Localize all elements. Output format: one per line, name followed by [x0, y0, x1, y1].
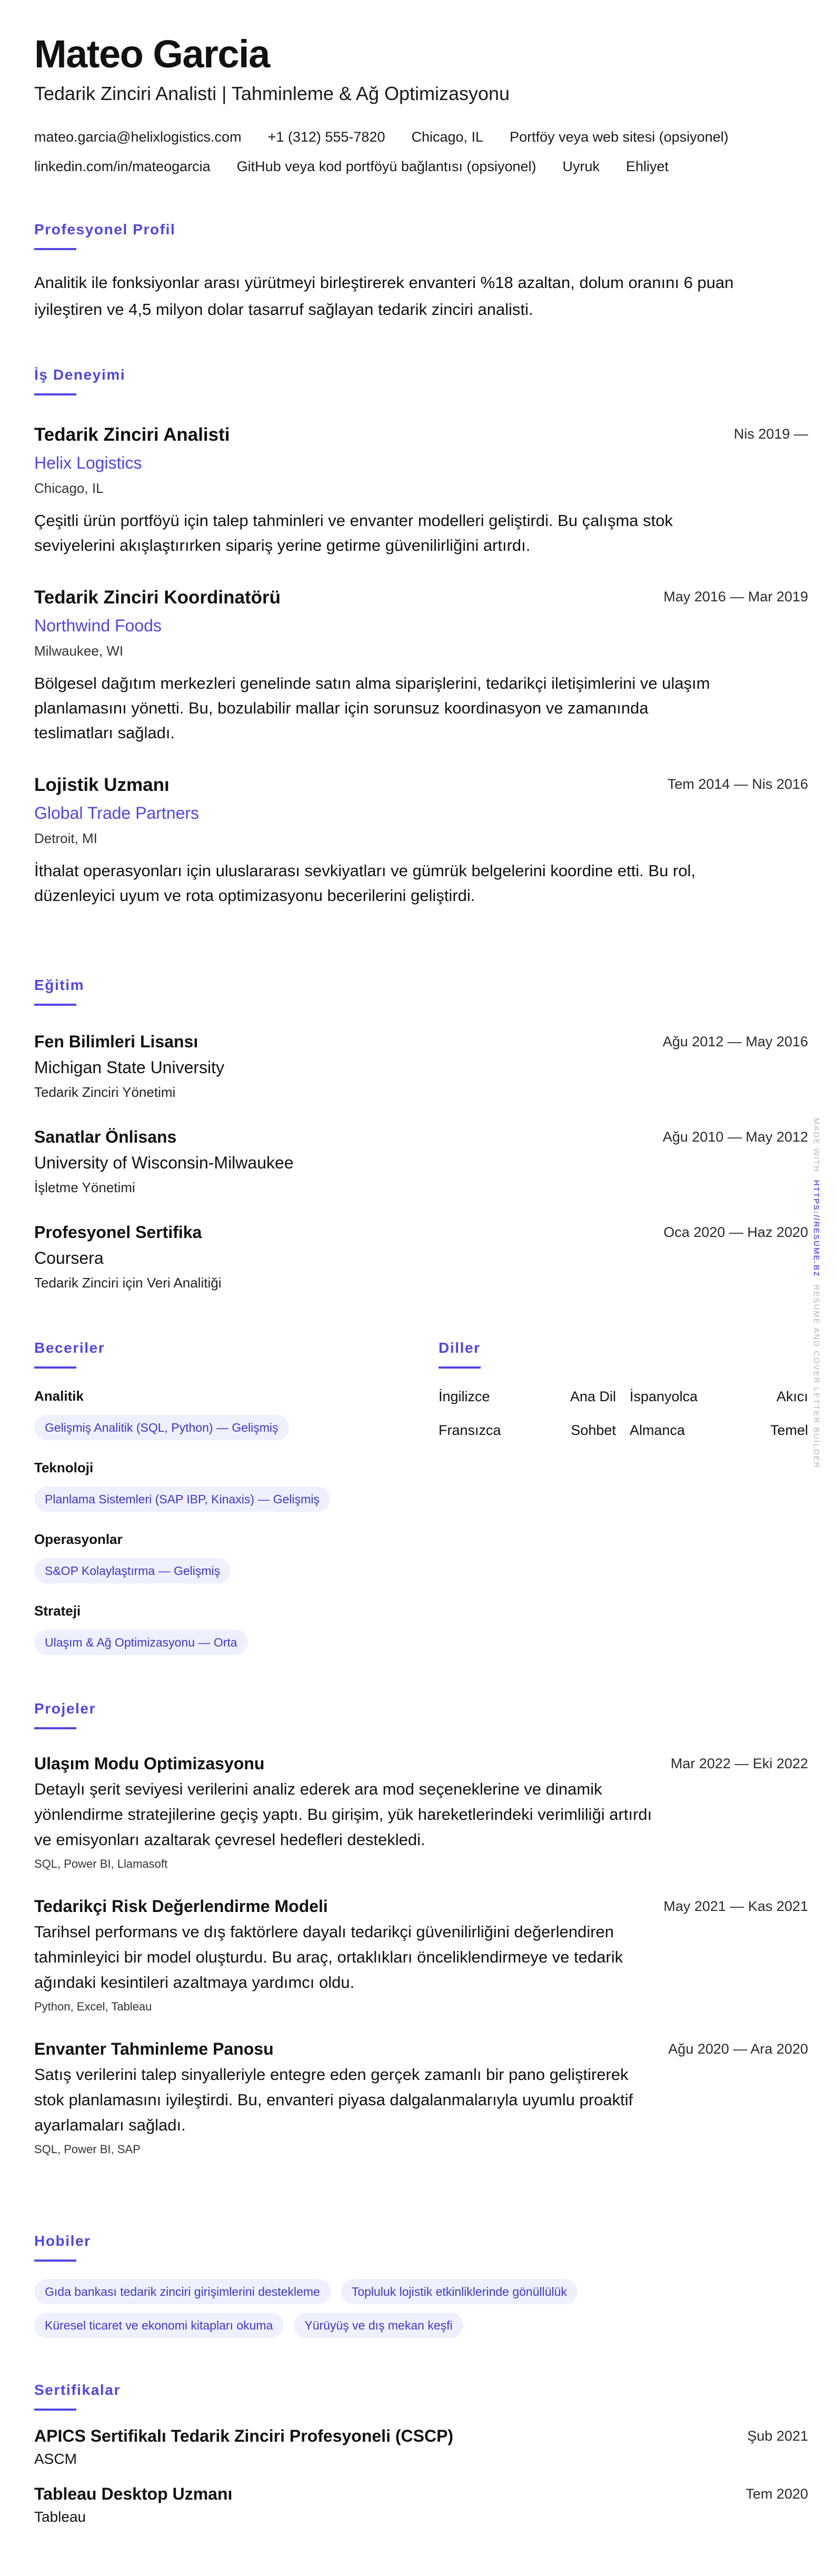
job-dates: Nis 2019 —: [733, 426, 808, 442]
contact-github[interactable]: GitHub veya kod portföyü bağlantısı (opsiyonel): [236, 158, 536, 174]
experience-header: [34, 423, 808, 447]
watermark-link[interactable]: HTTPS://RESUME.BZ: [812, 1180, 821, 1277]
certifications-section: [34, 2381, 808, 2527]
certification-item: [34, 2425, 808, 2469]
language-level: Ana Dil: [570, 1389, 616, 1404]
contact-license: Ehliyet: [626, 158, 669, 174]
project-header: [34, 1753, 808, 1774]
company-name: Northwind Foods: [34, 616, 162, 635]
section-divider: [34, 2409, 76, 2411]
experience-header: [34, 774, 808, 797]
section-divider: [439, 1366, 481, 1369]
field-of-study: Tedarik Zinciri için Veri Analitiği: [34, 1275, 222, 1291]
job-title: Tedarik Zinciri Koordinatörü: [34, 587, 281, 608]
school-name: University of Wisconsin-Milwaukee: [34, 1153, 294, 1172]
project-tech-stack: SQL, Power BI, Llamasoft: [34, 1857, 168, 1870]
job-dates: May 2016 — Mar 2019: [663, 589, 808, 605]
certification-issuer: Tableau: [34, 2509, 86, 2525]
languages-section: [439, 1339, 808, 1439]
certification-date: Tem 2020: [745, 2486, 808, 2502]
section-divider: [34, 1727, 76, 1729]
section-heading: Eğitim: [34, 977, 85, 993]
field-of-study: Tedarik Zinciri Yönetimi: [34, 1084, 176, 1100]
certification-item: [34, 2483, 808, 2527]
section-divider: [34, 1366, 76, 1369]
project-title: Ulaşım Modu Optimizasyonu: [34, 1754, 265, 1773]
education-header: [34, 1222, 808, 1243]
education-item: [34, 1031, 808, 1101]
skill-chip-row: [34, 1405, 424, 1440]
education-dates: Ağu 2012 — May 2016: [662, 1034, 808, 1049]
skill-category-label: Operasyonlar: [34, 1531, 123, 1547]
project-dates: Mar 2022 — Eki 2022: [670, 1756, 808, 1771]
contact-location: Chicago, IL: [411, 129, 484, 145]
project-title: Envanter Tahminleme Panosu: [34, 2039, 274, 2058]
language-item: [439, 1388, 616, 1405]
skill-category-label: Strateji: [34, 1603, 81, 1619]
school-name: Coursera: [34, 1249, 104, 1267]
experience-list: [34, 423, 808, 908]
experience-item: [34, 774, 808, 908]
school-name: Michigan State University: [34, 1058, 225, 1077]
education-header: [34, 1031, 808, 1052]
experience-section: [34, 366, 808, 908]
degree: Profesyonel Sertifika: [34, 1223, 202, 1242]
certification-title: Tableau Desktop Uzmanı: [34, 2484, 233, 2503]
education-header: [34, 1126, 808, 1147]
section-heading: Hobiler: [34, 2233, 91, 2249]
language-level: Akıcı: [776, 1389, 808, 1404]
skill-chip-row: [34, 1548, 424, 1583]
experience-item: [34, 586, 808, 745]
job-title: Lojistik Uzmanı: [34, 775, 170, 795]
skill-chip: Gelişmiş Analitik (SQL, Python) — Gelişmiş: [34, 1415, 289, 1440]
languages-list: [439, 1388, 808, 1439]
language-item: [630, 1388, 808, 1405]
contact-email[interactable]: mateo.garcia@helixlogistics.com: [34, 129, 242, 145]
hobby-chip: Gıda bankası tedarik zinciri girişimlerini destekleme: [34, 2279, 331, 2304]
project-dates: Ağu 2020 — Ara 2020: [668, 2041, 808, 2057]
certification-date: Şub 2021: [747, 2428, 808, 2444]
education-list: [34, 1031, 808, 1292]
contact-row: [34, 122, 808, 152]
education-dates: Oca 2020 — Haz 2020: [663, 1224, 808, 1240]
degree: Sanatlar Önlisans: [34, 1127, 177, 1146]
project-item: [34, 1753, 808, 1872]
education-dates: Ağu 2010 — May 2012: [662, 1129, 808, 1145]
candidate-name: Mateo Garcia: [34, 32, 270, 76]
skill-category-label: Teknoloji: [34, 1460, 94, 1475]
contact-nationality: Uyruk: [562, 158, 600, 174]
language-name: Fransızca: [439, 1422, 501, 1438]
section-heading: Sertifikalar: [34, 2382, 121, 2398]
education-item: [34, 1222, 808, 1292]
certifications-list: [34, 2425, 808, 2527]
made-with-watermark: [811, 1118, 821, 1469]
section-heading: Profesyonel Profil: [34, 221, 176, 237]
section-divider: [34, 1004, 76, 1006]
skill-category: [34, 1387, 424, 1440]
language-name: İspanyolca: [630, 1389, 698, 1404]
section-heading: Diller: [439, 1340, 481, 1356]
skill-chip: S&OP Kolaylaştırma — Gelişmiş: [34, 1558, 231, 1583]
skill-category-label: Analitik: [34, 1388, 84, 1404]
skill-category: [34, 1530, 424, 1583]
contact-linkedin[interactable]: linkedin.com/in/mateogarcia: [34, 158, 211, 174]
profile-summary: Analitik ile fonksiyonlar arası yürütmeyi birleştirerek envanteri %18 azaltan, dolum oranını 6 puan iyileştiren ve 4,5 milyon dolar tasarruf sağlayan tedarik zinciri analisti.: [34, 273, 734, 319]
hobby-chip: Küresel ticaret ve ekonomi kitapları okuma: [34, 2313, 283, 2338]
hobbies-section: [34, 2232, 808, 2338]
language-level: Sohbet: [571, 1422, 616, 1438]
project-item: [34, 2038, 808, 2157]
language-item: [439, 1421, 616, 1439]
job-description: Bölgesel dağıtım merkezleri genelinde satın alma siparişlerini, tedarikçi iletişimlerini ve ulaşım planlamasını yönetti. Bu, bozulabilir mallar için sorunsuz koordinasyon ve zamanında teslimatları sağladı.: [34, 674, 710, 742]
projects-list: [34, 1753, 808, 2157]
job-description: İthalat operasyonları için uluslararası sevkiyatları ve gümrük belgelerini koordine etti. Bu rol, düzenleyici uyum ve rota optimizasyonu becerilerini geliştirdi.: [34, 861, 696, 905]
job-location: Milwaukee, WI: [34, 643, 124, 659]
skill-category: [34, 1459, 424, 1512]
project-header: [34, 1896, 808, 1917]
job-location: Chicago, IL: [34, 480, 104, 496]
contact-row: [34, 152, 808, 181]
field-of-study: İşletme Yönetimi: [34, 1180, 135, 1195]
candidate-headline: Tedarik Zinciri Analisti | Tahminleme & Ağ Optimizasyonu: [34, 83, 510, 104]
job-title: Tedarik Zinciri Analisti: [34, 424, 230, 445]
skill-chip-row: [34, 1620, 424, 1655]
section-heading: Beceriler: [34, 1340, 105, 1356]
section-divider: [34, 393, 76, 395]
language-name: Almanca: [630, 1422, 685, 1438]
experience-item: [34, 423, 808, 558]
project-dates: May 2021 — Kas 2021: [663, 1898, 808, 1914]
company-name: Helix Logistics: [34, 453, 142, 472]
language-level: Temel: [770, 1422, 808, 1438]
projects-section: [34, 1700, 808, 2157]
certification-header: [34, 2425, 808, 2446]
watermark-suffix: RESUME AND COVER LETTER BUİLDER: [812, 1284, 821, 1469]
watermark-prefix: MADE WITH: [812, 1118, 821, 1173]
skills-section: [34, 1339, 424, 1655]
job-description: Çeşitli ürün portföyü için talep tahminleri ve envanter modelleri geliştirdi. Bu çalışma stok seviyelerini akışlaştırırken sipariş yerine getirme güvenilirliğini artırdı.: [34, 511, 673, 554]
hobbies-list: [34, 2279, 666, 2338]
section-divider: [34, 2260, 76, 2262]
section-heading: İş Deneyimi: [34, 366, 126, 383]
skill-chip: Planlama Sistemleri (SAP IBP, Kinaxis) — Gelişmiş: [34, 1487, 330, 1512]
certification-title: APICS Sertifikalı Tedarik Zinciri Profesyoneli (CSCP): [34, 2426, 454, 2445]
certification-header: [34, 2483, 808, 2504]
experience-header: [34, 586, 808, 609]
skill-category: [34, 1602, 424, 1655]
language-item: [630, 1421, 808, 1439]
company-name: Global Trade Partners: [34, 804, 200, 823]
hobby-chip: Topluluk lojistik etkinliklerinde gönüllülük: [341, 2279, 578, 2304]
skill-chip-row: [34, 1477, 424, 1512]
job-dates: Tem 2014 — Nis 2016: [667, 776, 808, 792]
section-heading: Projeler: [34, 1700, 96, 1717]
project-title: Tedarikçi Risk Değerlendirme Modeli: [34, 1897, 328, 1916]
job-location: Detroit, MI: [34, 830, 97, 846]
skill-chip: Ulaşım & Ağ Optimizasyonu — Orta: [34, 1630, 248, 1655]
education-section: [34, 976, 808, 1292]
project-description: Satış verilerini talep sinyalleriyle entegre eden gerçek zamanlı bir pano geliştirerek stok planlamasını iyileştirdi. Bu, envanteri piyasa dalgalanmalarıyla uyumlu proaktif ayarlamaları sağladı.: [34, 2065, 633, 2134]
project-description: Detaylı şerit seviyesi verilerini analiz ederek ara mod seçeneklerine ve dinamik yönlendirme stratejilerine geçiş yaptı. Bu girişim, yük hareketlerindeki verimliliği artırdı ve emisyonları azaltarak çevresel hedefleri destekledi.: [34, 1780, 652, 1849]
project-description: Tarihsel performans ve dış faktörlere dayalı tedarikçi güvenilirliğini değerlendiren tahminleyici bir model oluşturdu. Bu araç, ortaklıkları önceliklendirmeye ve tedarik ağındaki kesintileri azaltmaya yardımcı oldu.: [34, 1923, 623, 1992]
certification-issuer: ASCM: [34, 2451, 77, 2467]
hobby-chip: Yürüyüş ve dış mekan keşfi: [294, 2313, 463, 2338]
project-tech-stack: SQL, Power BI, SAP: [34, 2143, 141, 2156]
section-divider: [34, 248, 76, 250]
degree: Fen Bilimleri Lisansı: [34, 1032, 198, 1051]
contact-portfolio[interactable]: Portföy veya web sitesi (opsiyonel): [510, 129, 729, 145]
profile-section: [34, 221, 808, 323]
project-item: [34, 1896, 808, 2015]
education-item: [34, 1126, 808, 1196]
language-name: İngilizce: [439, 1389, 490, 1404]
skills-list: [34, 1387, 424, 1655]
project-header: [34, 2038, 808, 2059]
contact-phone: +1 (312) 555-7820: [267, 129, 385, 145]
project-tech-stack: Python, Excel, Tableau: [34, 2000, 152, 2013]
